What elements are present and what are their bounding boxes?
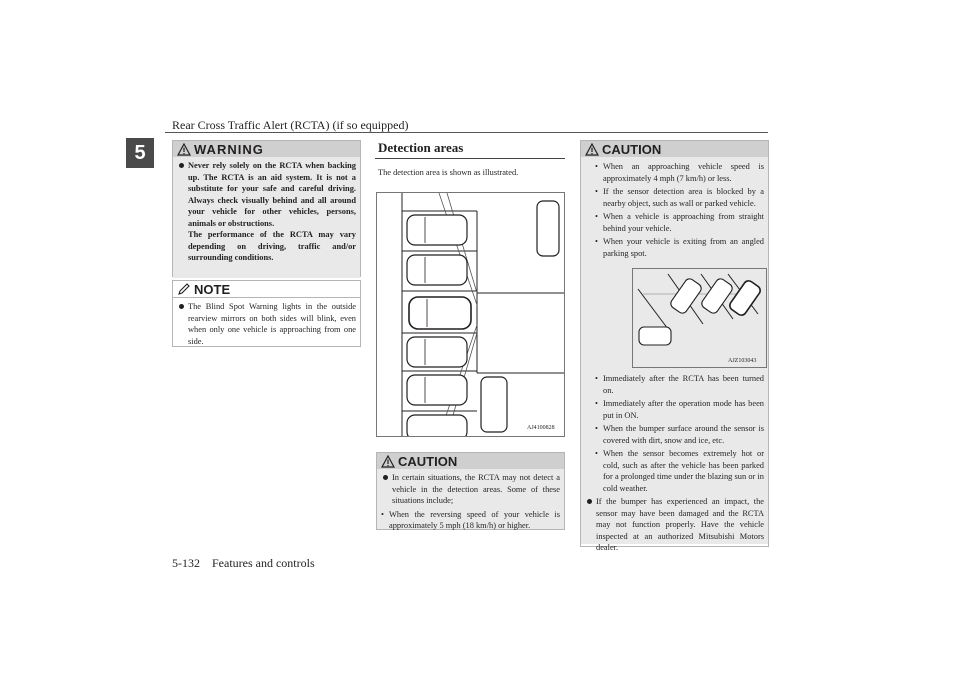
caution-item: • If the sensor detection area is blocked by a nearby object, such as wall or parked vehicle. [595,186,764,209]
warning-triangle-icon [381,455,395,468]
caution-header [581,141,768,157]
note-header [173,281,360,298]
caution-header [377,453,564,469]
warning-triangle-icon [585,143,599,156]
chapter-tab: 5 [126,138,154,168]
detection-area-figure [376,192,565,437]
warning-text2: The performance of the RCTA may vary depending on driving, traffic and/or surrounding conditions. [188,230,356,262]
figure-code: AJZ103043 [728,358,757,364]
parking-lot-illustration [377,193,564,436]
caution-item: • Immediately after the operation mode has been put in ON. [595,398,764,421]
caution-title: CAUTION [602,141,662,157]
caution-text: If the bumper has experienced an impact, the sensor may have been damaged and the RCTA may not function properly. Have the vehicle inspected at an authorized Mitsubishi Motors dealer. [585,496,764,554]
caution-item: • When the reversing speed of your vehicle is approximately 5 mph (18 km/h) or higher. [381,509,560,532]
warning-text1: Never rely solely on the RCTA when backing up. The RCTA is an aid system. It is not a substitute for your safe and careful driving. Always check visually behind and all around your vehicle for other vehicles, persons, animals or obstructions. [188,161,356,228]
caution-body [377,469,564,529]
page-number-label: 5-132 Features and controls [172,556,315,570]
page-header-title: Rear Cross Traffic Alert (RCTA) (if so equipped) [172,118,409,132]
section-rule [375,158,565,159]
caution-box-middle [376,452,565,530]
warning-triangle-icon [177,143,191,156]
figure-code: AJ4100828 [527,425,555,431]
caution-item: • Immediately after the RCTA has been turned on. [595,373,764,396]
note-title: NOTE [194,281,231,297]
note-pencil-icon [177,283,191,296]
section-intro: The detection area is shown as illustrated. [378,168,519,177]
warning-box [172,140,361,277]
caution-title: CAUTION [398,453,458,469]
warning-body [173,157,360,278]
warning-text [177,160,356,264]
caution-item: • When your vehicle is exiting from an angled parking spot. [595,236,764,259]
caution-item: • When the bumper surface around the sensor is covered with dirt, snow and ice, etc. [595,423,764,446]
caution-text: In certain situations, the RCTA may not detect a vehicle in the detection areas. Some of these situations include; [381,472,560,507]
note-box [172,280,361,347]
header-rule [165,132,768,133]
caution-item: • When an approaching vehicle speed is approximately 4 mph (7 km/h) or less. [595,161,764,184]
warning-header [173,141,360,157]
section-title: Detection areas [378,140,464,155]
caution-item: • When the sensor becomes extremely hot or cold, such as after the vehicle has been parked for a prolonged time under the blazing sun or in cold weather. [595,448,764,494]
note-text: The Blind Spot Warning lights in the outside rearview mirrors on both sides will blink, even when only one vehicle is approaching from one side. [177,301,356,347]
warning-title: WARNING [194,141,264,157]
angled-parking-illustration [633,269,766,367]
caution-item: • When a vehicle is approaching from straight behind your vehicle. [595,211,764,234]
angled-parking-figure [632,268,767,368]
